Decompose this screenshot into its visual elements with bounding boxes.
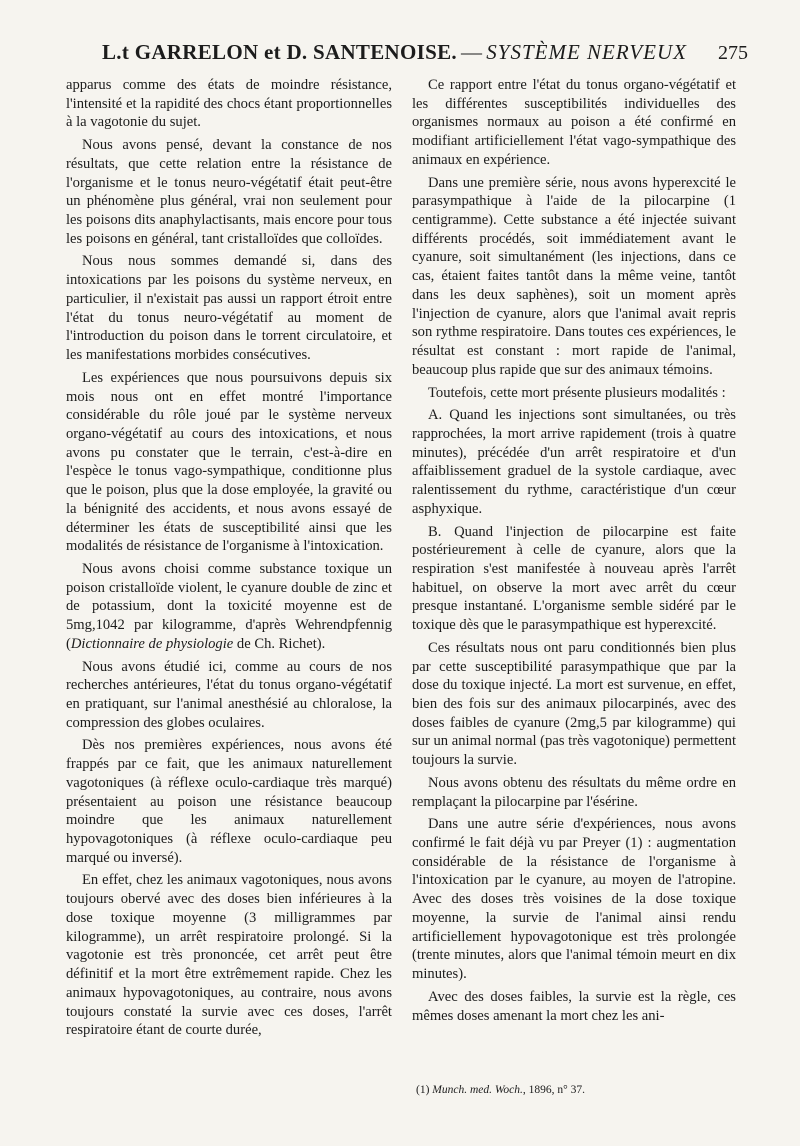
paragraph: Nous avons pensé, devant la constance de nos résultats, que cette relation entre la résistance de l'organisme et le tonus neuro-végétatif était peut-être un phénomène plus général, vrai non seulement pour les poisons dits anaphylactisants, mais encore pour tous les poisons en général, tant cristalloïdes que colloïdes. <box>66 137 392 247</box>
footnote-source: Munch. med. Woch. <box>432 1084 523 1096</box>
paragraph: Nous nous sommes demandé si, dans des intoxications par les poisons du système nerveux, en particulier, il n'existait pas aussi un rapport étroit entre l'état du tonus neuro-végétatif au moment de l'introduction du poison dans le torrent circulatoire, et les manifestations morbides consécutives. <box>66 253 392 364</box>
header-title: SYSTÈME NERVEUX <box>486 40 687 64</box>
right-column <box>412 76 736 1029</box>
citation-title: Dictionnaire de physiologie <box>70 635 234 652</box>
paragraph: Avec des doses faibles, la survie est la règle, ces mêmes doses amenant la mort chez les ani- <box>412 988 736 1024</box>
paragraph-text: de Ch. Richet). <box>233 635 326 652</box>
footnote-detail: , 1896, n° 37. <box>522 1084 586 1096</box>
paragraph: Dans une autre série d'expériences, nous avons confirmé le fait déjà vu par Preyer (1) : augmentation considérable de la résistance de l'organisme à l'intoxication par le cyanure, au moyen de l'atropine. Avec des doses très voisines de la dose toxique moyenne, la survie de l'animal ainsi rendu artificiellement hypovagotonique est très prolongée (trente minutes, alors que l'animal témoin meurt en dix minutes). <box>412 816 736 983</box>
running-title <box>102 40 687 65</box>
paragraph-text: Nous avons choisi comme substance toxique un poison cristalloïde violent, le cyanure double de zinc et de potassium, dont la toxicité moyenne est de 5mg,1042 par kilogramme, d'après Wehrendpfennig ( <box>66 560 392 652</box>
paragraph: En effet, chez les animaux vagotoniques, nous avons toujours obervé avec des doses bien inférieures à la dose toxique moyenne (3 milligrammes par kilogramme), un arrêt respiratoire prolongé. Si la vagotonie est très prononcée, cet arrêt peut être définitif et la mort être extrêmement rapide. Chez les animaux hypovagotoniques, au contraire, nous avons toujours constaté la survie avec ces doses, l'arrêt respiratoire étant de courte durée, <box>66 872 392 1039</box>
paragraph: Nous avons étudié ici, comme au cours de nos recherches antérieures, l'état du tonus organo-végétatif en pratiquant, sur l'animal anesthésié au chloralose, la compression des globes oculaires. <box>66 658 392 731</box>
header-authors: L.t GARRELON et D. SANTENOISE. <box>102 40 457 64</box>
left-column <box>66 76 392 1044</box>
footnote-marker: (1) <box>416 1084 433 1096</box>
paragraph <box>66 560 392 654</box>
header-separator: — <box>460 40 483 64</box>
paragraph: Toutefois, cette mort présente plusieurs modalités : <box>428 384 726 401</box>
paragraph: Les expériences que nous poursuivons depuis six mois nous ont en effet montré l'importance considérable du rôle joué par le système nerveux organo-végétatif au cours des intoxications, et nous avons pu constater que le terrain, c'est-à-dire en l'espèce le tonus vago-sympathique, conditionne plus que le poison, plus que la dose employée, la gravité ou la bénignité des accidents, et nous avons essayé de déterminer les états de susceptibilité ainsi que les modalités de résistance de l'organisme à l'intoxication. <box>66 369 392 555</box>
paragraph: Ces résultats nous ont paru conditionnés bien plus par cette susceptibilité parasympathique que par la dose du toxique injecté. La mort est survenue, en effet, bien des fois sur des animaux pilocarpinés, avec des doses faibles de cyanure (2mg,5 par kilogramme) qui sur un animal normal (pas très vagotonique) permettent toujours la survie. <box>412 639 736 769</box>
running-header <box>68 40 748 70</box>
paragraph: A. Quand les injections sont simultanées, ou très rapprochées, la mort arrive rapidement (trois à quatre minutes), précédée d'un arrêt respiratoire et d'un affaiblissement graduel de la systole cardiaque, avec ralentissement du rythme, caractéristique d'un cœur asphyxique. <box>412 407 736 517</box>
footnote <box>416 1084 736 1096</box>
paragraph: Dès nos premières expériences, nous avons été frappés par ce fait, que les animaux naturellement vagotoniques (à réflexe oculo-cardiaque très marqué) présentaient au poison une résistance beaucoup moindre que les animaux naturellement hypovagotoniques (à réflexe oculo-cardiaque peu marqué ou inversé). <box>66 737 392 866</box>
paragraph: B. Quand l'injection de pilocarpine est faite postérieurement à celle de cyanure, alors que la respiration s'est manifestée à nouveau après l'arrêt habituel, on observe la mort avec arrêt du cœur presque instantané. L'organisme semble sidéré par le toxique dès que le parasympathique est hyperexcité. <box>412 523 736 634</box>
paragraph: Ce rapport entre l'état du tonus organo-végétatif et les différentes susceptibilités individuelles des organismes normaux au poison a été confirmé en modifiant artificiellement l'état vago-sympathique des animaux en expérience. <box>412 77 736 168</box>
paragraph: Dans une première série, nous avons hyperexcité le parasympathique à l'aide de la pilocarpine (1 centigramme). Cette substance a été injectée suivant différents procédés, soit immédiatement avant le cyanure, soit simultanément (les injections, dans ce cas, étaient faites tantôt dans la même veine, tantôt dans les deux saphènes), soit un moment après l'injection de cyanure, alors que l'animal avait repris son rythme respiratoire. Dans toutes ces expériences, le résultat est constant : mort rapide de l'animal, beaucoup plus rapide que sur des animaux témoins. <box>412 174 736 378</box>
paragraph: apparus comme des états de moindre résistance, l'intensité et la rapidité des chocs étant proportionnelles à la vagotonie du sujet. <box>66 77 392 131</box>
page-number: 275 <box>718 42 748 64</box>
paragraph: Nous avons obtenu des résultats du même ordre en remplaçant la pilocarpine par l'ésérine. <box>412 774 736 810</box>
